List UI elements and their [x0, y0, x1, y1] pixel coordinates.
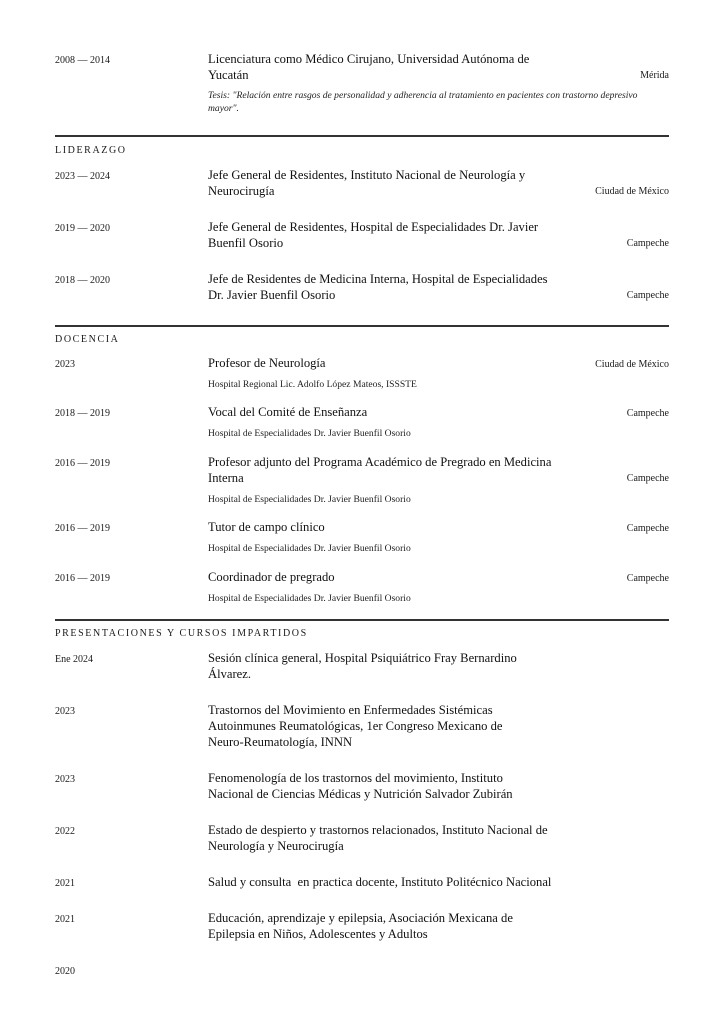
- entry-main: [208, 874, 608, 890]
- entry-date: 2021: [55, 914, 75, 925]
- entry-main: [208, 702, 568, 750]
- entry-institution: Hospital Regional Lic. Adolfo López Mateos, ISSSTE: [208, 379, 417, 390]
- entry-title: [208, 167, 568, 199]
- entry-location: Campeche: [626, 473, 669, 484]
- entry-title-line: Licenciatura como Médico Cirujano, Universidad Autónoma de: [208, 52, 530, 66]
- entry-main: [208, 167, 568, 199]
- entry-main: [208, 355, 568, 391]
- entry-title: [208, 650, 568, 682]
- entry-title-line: Autoinmunes Reumatológicas, 1er Congreso Mexicano de: [208, 719, 503, 733]
- entry-title-line: Trastornos del Movimiento en Enfermedades Sistémicas: [208, 703, 493, 717]
- entry-main: [208, 51, 638, 115]
- entry-main: [208, 770, 568, 802]
- entry-institution: Hospital de Especialidades Dr. Javier Buenfil Osorio: [208, 494, 411, 505]
- entry-date: 2023: [55, 706, 75, 717]
- entry-location: Campeche: [626, 523, 669, 534]
- entry-location: Mérida: [640, 70, 669, 81]
- entry-location: Ciudad de México: [595, 359, 669, 370]
- section-divider: [55, 325, 669, 327]
- entry-main: [208, 822, 588, 854]
- entry-title: Coordinador de pregrado: [208, 570, 335, 584]
- entry-main: [208, 219, 568, 251]
- entry-title: [208, 874, 608, 890]
- entry-main: [208, 519, 568, 555]
- entry-date: 2023 — 2024: [55, 171, 110, 182]
- entry-title-line: Jefe General de Residentes, Instituto Nacional de Neurología y: [208, 168, 526, 182]
- entry-title: [208, 770, 568, 802]
- entry-location: Campeche: [626, 408, 669, 419]
- entry-title: Vocal del Comité de Enseñanza: [208, 405, 368, 419]
- entry-date: 2016 — 2019: [55, 523, 110, 534]
- entry-date: 2016 — 2019: [55, 458, 110, 469]
- entry-location: Campeche: [626, 290, 669, 301]
- section-divider: [55, 619, 669, 621]
- entry-date: 2021: [55, 878, 75, 889]
- entry-main: [208, 569, 568, 605]
- entry-title-line: Neuro-Reumatología, INNN: [208, 735, 353, 749]
- entry-date: 2018 — 2019: [55, 408, 110, 419]
- entry-title-line: Dr. Javier Buenfil Osorio: [208, 288, 336, 302]
- section-header-presentaciones: PRESENTACIONES Y CURSOS IMPARTIDOS: [55, 628, 308, 639]
- entry-institution: Hospital de Especialidades Dr. Javier Buenfil Osorio: [208, 593, 411, 604]
- entry-date: 2018 — 2020: [55, 275, 110, 286]
- entry-location: Ciudad de México: [595, 186, 669, 197]
- entry-date: 2023: [55, 359, 75, 370]
- entry-thesis: Tesis: "Relación entre rasgos de personalidad y adherencia al tratamiento en pacientes con trastorno depresivo mayor".: [208, 90, 638, 114]
- entry-location: Campeche: [626, 573, 669, 584]
- entry-title: Tutor de campo clínico: [208, 520, 325, 534]
- entry-title-line: Nacional de Ciencias Médicas y Nutrición Salvador Zubirán: [208, 787, 513, 801]
- entry-institution: Hospital de Especialidades Dr. Javier Buenfil Osorio: [208, 428, 411, 439]
- entry-title-line: Sesión clínica general, Hospital Psiquiátrico Fray Bernardino: [208, 651, 517, 665]
- section-divider: [55, 135, 669, 137]
- entry-title-line: Interna: [208, 471, 244, 485]
- entry-main: [208, 404, 568, 440]
- entry-title-line: Fenomenología de los trastornos del movimiento, Instituto: [208, 771, 503, 785]
- entry-title-line: Neurología y Neurocirugía: [208, 839, 344, 853]
- entry-title: [208, 910, 568, 942]
- entry-title-line: Yucatán: [208, 68, 249, 82]
- entry-main: [208, 910, 568, 942]
- entry-main: [208, 454, 588, 506]
- entry-date: 2023: [55, 774, 75, 785]
- entry-title-line: Educación, aprendizaje y epilepsia, Asociación Mexicana de: [208, 911, 513, 925]
- entry-date: 2016 — 2019: [55, 573, 110, 584]
- entry-date: 2008 — 2014: [55, 55, 110, 66]
- entry-title: [208, 454, 588, 486]
- entry-title-line: Neurocirugía: [208, 184, 275, 198]
- entry-date: 2022: [55, 826, 75, 837]
- entry-title-line: Salud y consulta en practica docente, Instituto Politécnico Nacional: [208, 875, 552, 889]
- entry-institution: Hospital de Especialidades Dr. Javier Buenfil Osorio: [208, 543, 411, 554]
- entry-title: Profesor de Neurología: [208, 356, 326, 370]
- entry-title-line: Jefe de Residentes de Medicina Interna, Hospital de Especialidades: [208, 272, 548, 286]
- entry-date: 2019 — 2020: [55, 223, 110, 234]
- entry-title-line: Epilepsia en Niños, Adolescentes y Adultos: [208, 927, 428, 941]
- section-header-liderazgo: LIDERAZGO: [55, 145, 127, 156]
- entry-title-line: Álvarez.: [208, 667, 252, 681]
- entry-title: [208, 51, 568, 83]
- entry-main: [208, 650, 568, 682]
- entry-date: Ene 2024: [55, 654, 94, 665]
- entry-location: Campeche: [626, 238, 669, 249]
- entry-title-line: Estado de despierto y trastornos relacionados, Instituto Nacional de: [208, 823, 548, 837]
- entry-title: [208, 219, 568, 251]
- section-header-docencia: DOCENCIA: [55, 334, 120, 345]
- entry-main: [208, 271, 568, 303]
- entry-title: [208, 822, 588, 854]
- entry-title-line: Jefe General de Residentes, Hospital de Especialidades Dr. Javier: [208, 220, 539, 234]
- entry-title: [208, 702, 568, 750]
- entry-date: 2020: [55, 966, 75, 977]
- entry-title-line: Buenfil Osorio: [208, 236, 284, 250]
- entry-title: [208, 271, 568, 303]
- entry-title-line: Profesor adjunto del Programa Académico de Pregrado en Medicina: [208, 455, 552, 469]
